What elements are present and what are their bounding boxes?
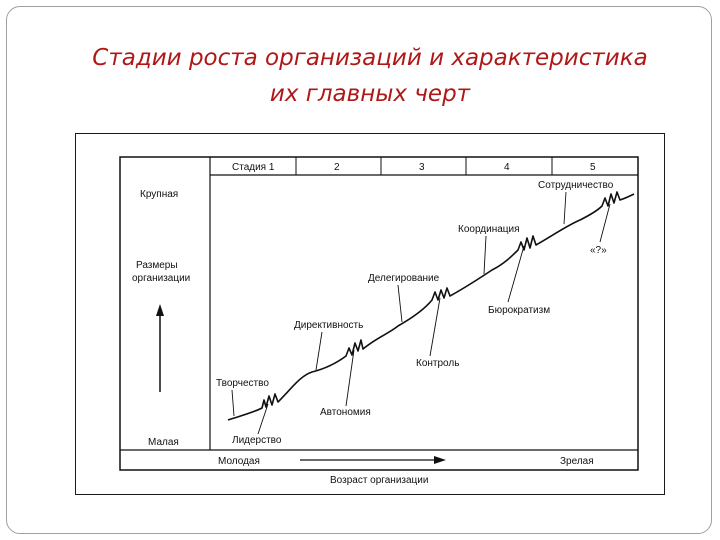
leader-direction	[316, 332, 322, 370]
title-line-1: Стадии роста организаций и характеристика	[92, 45, 648, 71]
stage-4-label: 4	[504, 162, 510, 173]
leader-creativity	[232, 390, 234, 416]
chart-frame	[120, 157, 638, 470]
leader-collaboration	[564, 192, 566, 224]
leader-autonomy	[346, 350, 354, 406]
crisis-label-unknown: «?»	[590, 245, 607, 256]
evolution-label-coordination: Координация	[458, 224, 520, 235]
stage-1-label: Стадия 1	[232, 162, 275, 173]
evolution-label-creativity: Творчество	[216, 378, 269, 389]
x-axis-right-label: Зрелая	[560, 456, 594, 467]
crisis-label-control: Контроль	[416, 358, 460, 369]
leader-delegation	[398, 285, 402, 322]
crisis-label-red-tape: Бюрократизм	[488, 305, 551, 316]
stage-3-label: 3	[419, 162, 425, 173]
y-axis-top-label: Крупная	[140, 189, 179, 200]
y-axis-arrow-icon	[156, 304, 164, 316]
x-axis-left-label: Молодая	[218, 456, 260, 467]
title-line-2: их главных черт	[269, 81, 471, 107]
stage-2-label: 2	[334, 162, 340, 173]
stage-5-label: 5	[590, 162, 596, 173]
leader-unknown	[600, 204, 610, 242]
y-axis-label-line-2: организации	[132, 273, 191, 284]
x-axis-arrow-icon	[434, 456, 446, 464]
crisis-label-leadership: Лидерство	[232, 435, 282, 446]
evolution-label-delegation: Делегирование	[368, 273, 440, 284]
evolution-label-collaboration: Сотрудничество	[538, 180, 614, 191]
evolution-label-direction: Директивность	[294, 320, 364, 331]
leader-red-tape	[508, 246, 524, 302]
leader-coordination	[484, 236, 486, 274]
crisis-label-autonomy: Автономия	[320, 407, 371, 418]
leader-control	[430, 298, 440, 356]
y-axis-label-line-1: Размеры	[136, 260, 178, 271]
growth-curve	[228, 192, 634, 420]
y-axis-bottom-label: Малая	[148, 437, 179, 448]
x-axis-caption: Возраст организации	[330, 475, 429, 486]
